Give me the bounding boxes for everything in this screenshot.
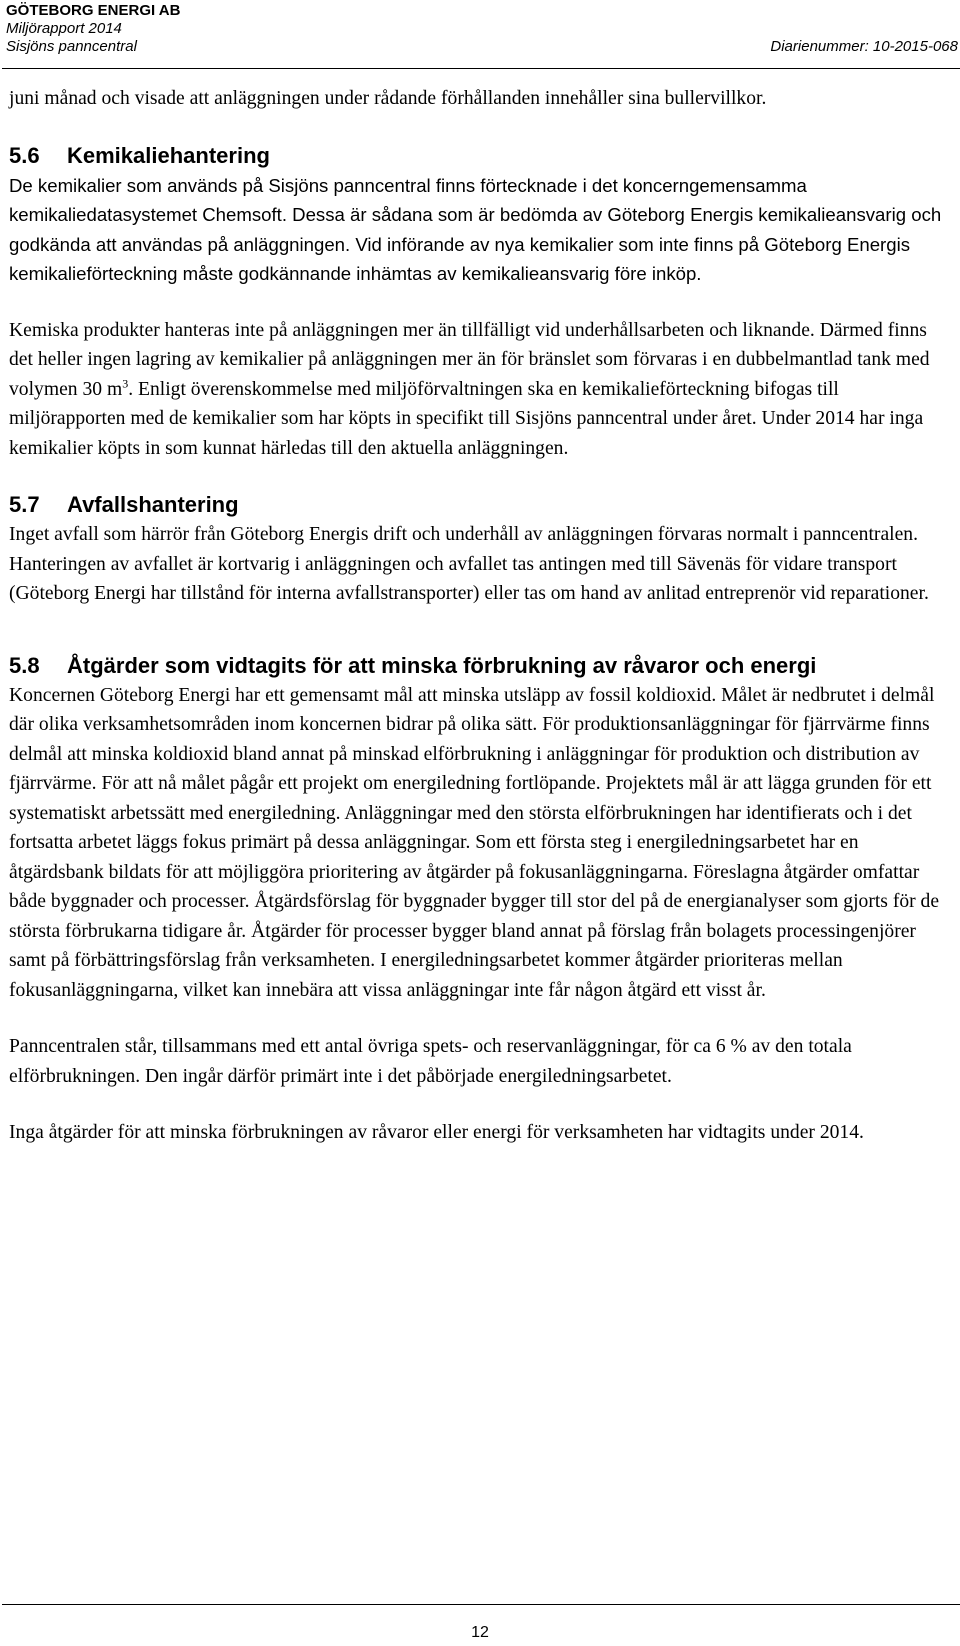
diarie-number: Diarienummer: 10-2015-068 bbox=[770, 38, 958, 55]
section-number: 5.6 bbox=[9, 142, 40, 168]
paragraph-text: Kemiska produkter hanteras inte på anläggningen mer än tillfälligt vid underhållsarbeten och liknande. Därmed finns det heller ingen lagring av kemikalier på anläggningen mer än för bränslet som förvaras i en dubbelmantlad tank med volymen 30 m bbox=[9, 319, 930, 400]
section-heading-5-6 bbox=[9, 141, 954, 171]
superscript: 3 bbox=[122, 375, 129, 390]
paragraph-energy-1: Koncernen Göteborg Energi har ett gemensamt mål att minska utsläpp av fossil koldioxid. Målet är nedbrutet i delmål där olika verksamhetsområden inom koncernen bidrar på olika sätt. För produktionsanläggningar för fjärrvärme finns delmål att minska koldioxid bland annat på minskad elförbrukning i anläggningar för produktion och distribution av fjärrvärme. För att nå målet pågår ett projekt om energiledning fortlöpande. Projektets mål är att lägga grunden för ett systematiskt arbetssätt med energiledning. Anläggningar med den största elförbrukningen har identifierats och i det fortsatta arbetet läggs fokus primärt på dessa anläggningar. Som ett första steg i energiledningsarbetet har en åtgärdsbank bildats för att möjliggöra prioritering av åtgärder på fokusanläggningarna. Föreslagna åtgärder omfattar både byggnader och processer. Åtgärdsförslag för byggnader bygger till stor del på de energianalyser som gjorts för de största förbrukarna tidigare år. Åtgärder för processer bygger bland annat på förslag från bolagets processingenjörer samt på förbättringsförslag från verksamheten. I energiledningsarbetet kommer åtgärder prioriteras mellan fokusanläggningarna, vilket kan innebära att vissa anläggningar inte får någon åtgärd ett visst år. bbox=[9, 684, 940, 1001]
page-header bbox=[6, 2, 960, 58]
paragraph-waste-1: Inget avfall som härrör från Göteborg Energis drift och underhåll av anläggningen förvaras normalt i panncentralen. Hanteringen av avfallet är kortvarig i anläggningen och avfallet tas antingen med till Sävenäs för vidare transport (Göteborg Energi har tillstånd för interna avfallstransporter) eller tas om hand av anlitad entreprenör vid reparationer. bbox=[9, 524, 929, 604]
header-line-3 bbox=[6, 38, 960, 58]
paragraph-text: . Enligt överenskommelse med miljöförvaltningen ska en kemikalieförteckning bifogas till miljörapporten med de kemikalier som har köpts in specifikt till Sisjöns panncentral under året. Under 2014 har inga kemikalier köpts in som kunnat härledas till den aktuella anläggningen. bbox=[9, 378, 924, 459]
section-number: 5.7 bbox=[9, 492, 40, 517]
paragraph-energy-2: Panncentralen står, tillsammans med ett antal övriga spets- och reservanläggningar, för ca 6 % av den totala elförbrukningen. Den ingår därför primärt inte i det påbörjade energiledningsarbetet. bbox=[9, 1036, 852, 1087]
paragraph-energy-3: Inga åtgärder för att minska förbrukningen av råvaror eller energi för verksamheten har vidtagits under 2014. bbox=[9, 1122, 864, 1143]
section-heading-5-7 bbox=[9, 490, 954, 520]
section-title: Kemikaliehantering bbox=[67, 142, 270, 168]
header-divider bbox=[2, 68, 960, 69]
report-title: Miljörapport 2014 bbox=[6, 20, 122, 37]
section-title: Åtgärder som vidtagits för att minska förbrukning av råvaror och energi bbox=[67, 652, 817, 678]
page-number: 12 bbox=[471, 1624, 489, 1641]
section-heading-5-8 bbox=[9, 651, 954, 681]
paragraph-chemicals-1: De kemikalier som används på Sisjöns panncentral finns förtecknade i det koncerngemensamma kemikaliedatasystemet Chemsoft. Dessa är sådana som är bedömda av Göteborg Energis kemikalieansvarig och godkända att användas på anläggningen. Vid införande av nya kemikalier som inte finns på Göteborg Energis kemikalieförteckning måste godkännande inhämtas av kemikalieansvarig före inköp. bbox=[9, 174, 942, 284]
site-name: Sisjöns panncentral bbox=[6, 38, 137, 55]
section-title: Avfallshantering bbox=[67, 492, 239, 517]
intro-paragraph: juni månad och visade att anläggningen under rådande förhållanden innehåller sina bullervillkor. bbox=[9, 88, 767, 109]
paragraph-chemicals-2 bbox=[9, 316, 954, 464]
document-body bbox=[9, 84, 954, 1148]
organization-name: GÖTEBORG ENERGI AB bbox=[6, 2, 181, 19]
footer-divider bbox=[2, 1604, 960, 1605]
section-number: 5.8 bbox=[9, 652, 40, 678]
